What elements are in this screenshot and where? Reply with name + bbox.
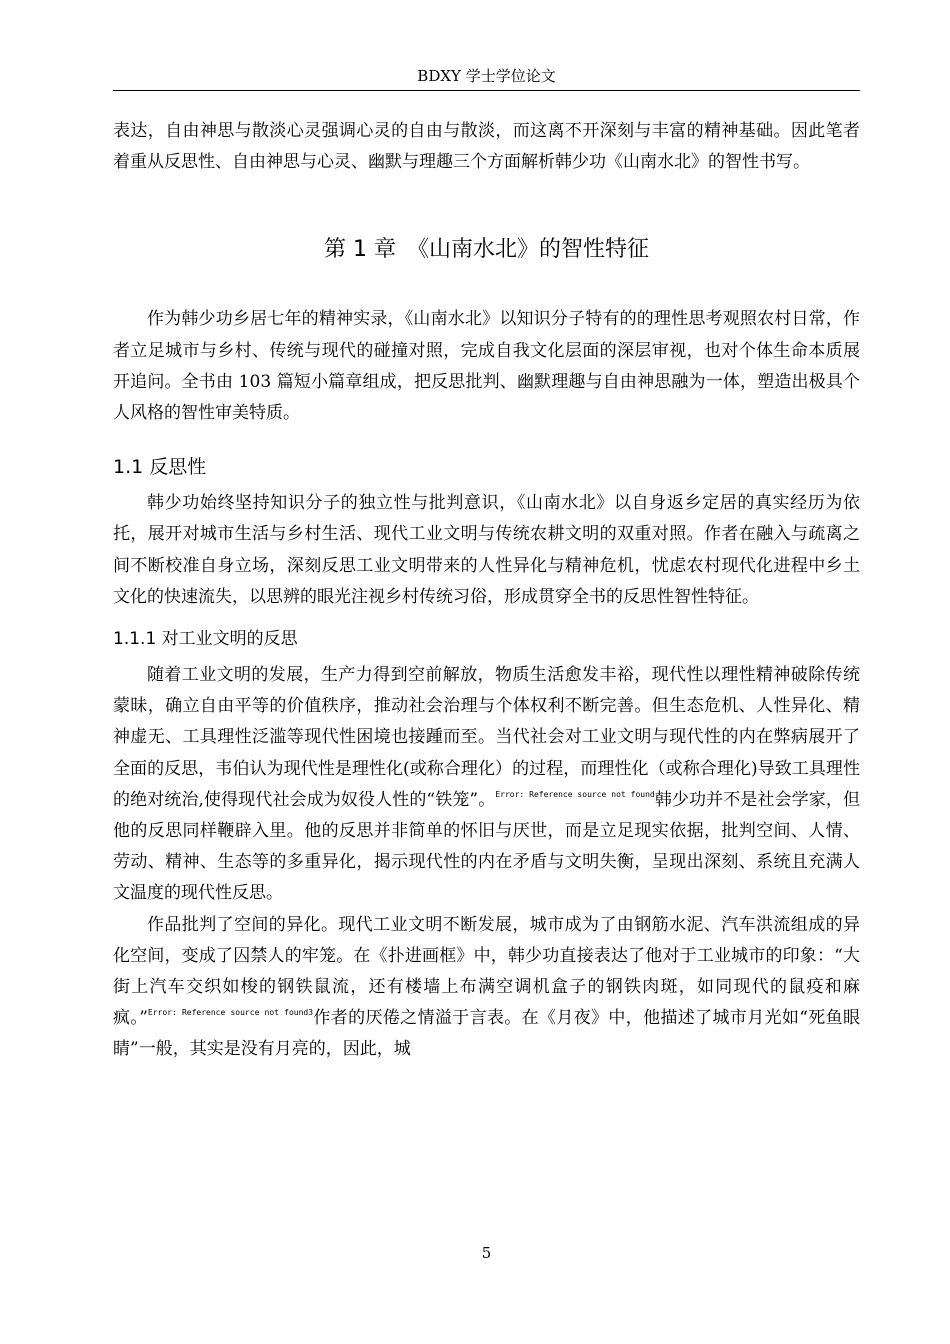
- section-1-1-paragraph: 韩少功始终坚持知识分子的独立性与批判意识，《山南水北》以自身返乡定居的真实经历为依托，展开对城市生活与乡村生活、现代工业文明与传统农耕文明的双重对照。作者在融入与疏离之间不断校准自身立场，深刻反思工业文明带来的人性异化与精神危机，忧虑农村现代化进程中乡土文化的快速流失，以思辨的眼光注视乡村传统习俗，形成贯穿全书的反思性智性特征。: [113, 493, 860, 607]
- paragraph-text: 韩少功并不是社会学家，但他的反思同样鞭辟入里。他的反思并非简单的怀旧与厌世，而是立足现实依据，批判空间、人情、劳动、精神、生态等的多重异化，揭示现代性的内在矛盾与文明失衡，呈现出深刻、系统且充满人文温度的现代性反思。: [113, 789, 860, 904]
- page-body: [113, 116, 860, 1066]
- header-rule: [113, 90, 860, 91]
- running-header: BDXY 学士学位论文: [417, 67, 556, 85]
- industrial-paragraph-2: [113, 910, 860, 1066]
- paragraph-text: 作品批判了空间的异化。现代工业文明不断发展，城市成为了由钢筋水泥、汽车洪流组成的异化空间，变成了囚禁人的牢笼。在《扑进画框》中，韩少功直接表达了他对于工业城市的印象：“大街上汽车交织如梭的钢铁鼠流，还有楼墙上布满空调机盒子的钢铁肉斑，如同现代的鼠疫和麻疯。”: [113, 914, 860, 1029]
- page-number: 5: [481, 1244, 492, 1262]
- industrial-paragraph-1: [113, 660, 860, 910]
- paragraph-text: 作者的厌倦之情溢于言表。在《月夜》中，他描述了城市月光如“死鱼眼睛”一般，其实是没有月亮的，因此，城: [113, 1008, 860, 1060]
- paragraph-text: 随着工业文明的发展，生产力得到空前解放，物质生活愈发丰裕，现代性以理性精神破除传统蒙昧，确立自由平等的价值秩序，推动社会治理与个体权利不断完善。但生态危机、人性异化、精神虚无、工具理性泛滥等现代性困境也接踵而至。当代社会对工业文明与现代性的内在弊病展开了全面的反思，韦伯认为现代性是理性化(或称合理化）的过程，而理性化（或称合理化)导致工具理性的绝对统治,使得现代社会成为奴役人性的“铁笼”。: [113, 665, 860, 810]
- section-heading-1-1-1: 1.1.1 对工业文明的反思: [113, 629, 298, 650]
- section-heading-1-1: 1.1 反思性: [113, 456, 207, 479]
- intro-paragraph: 表达，自由神思与散淡心灵强调心灵的自由与散淡，而这离不开深刻与丰富的精神基础。因此笔者着重从反思性、自由神思与心灵、幽默与理趣三个方面解析韩少功《山南水北》的智性书写。: [113, 121, 860, 173]
- reference-error-note: Error: Reference source not found: [495, 789, 655, 799]
- reference-error-note: Error: Reference source not found3: [147, 1008, 314, 1018]
- chapter-paragraph: 作为韩少功乡居七年的精神实录，《山南水北》以知识分子特有的的理性思考观照农村日常，作者立足城市与乡村、传统与现代的碰撞对照，完成自我文化层面的深层审视，也对个体生命本质展开追问。全书由 103 篇短小篇章组成，把反思批判、幽默理趣与自由神思融为一体，塑造出极具个人风格的智性审美特质。: [113, 309, 860, 424]
- chapter-heading: 第 1 章 《山南水北》的智性特征: [324, 237, 649, 263]
